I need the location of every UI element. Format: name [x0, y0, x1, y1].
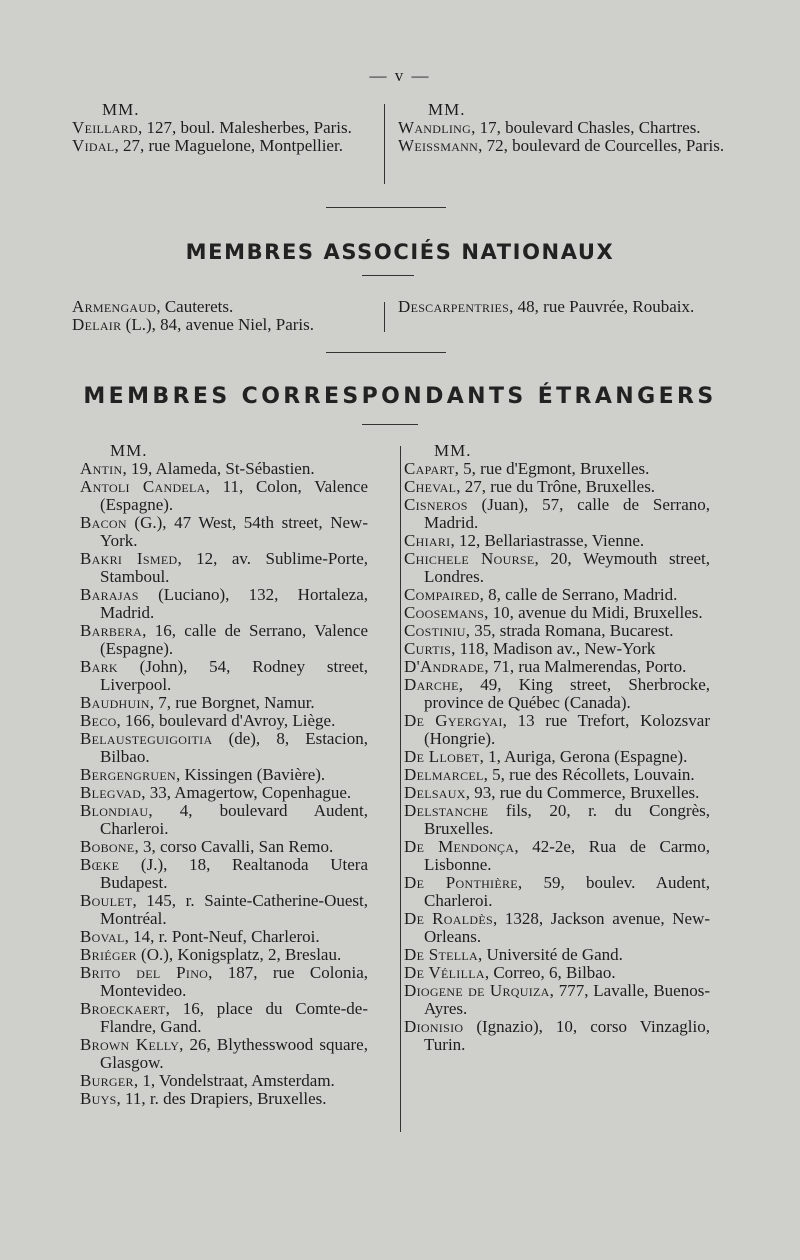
list-item	[80, 1072, 368, 1090]
list-item	[80, 586, 368, 622]
separator-rule	[326, 352, 446, 353]
list-item	[404, 460, 710, 478]
member-name: De Llobet	[404, 747, 480, 766]
member-name: Delair	[72, 315, 122, 334]
member-address: , 42-2e, Rua de Carmo, Lisbonne.	[424, 837, 711, 874]
member-address: , 4, boulevard Audent, Charleroi.	[100, 801, 368, 838]
list-item	[80, 928, 368, 946]
list-item	[404, 676, 710, 712]
list-item	[72, 119, 370, 137]
list-item	[80, 694, 368, 712]
member-address: , 1328, Jackson avenue, New-Orleans.	[424, 909, 711, 946]
member-address: (G.), 47 West, 54th street, New-York.	[100, 513, 368, 550]
member-address: , 7, rue Borgnet, Namur.	[149, 693, 315, 712]
member-address: , 777, Lavalle, Buenos-Ayres.	[424, 981, 710, 1018]
section-title-correspondants: MEMBRES CORRESPONDANTS ÉTRANGERS	[83, 384, 717, 409]
member-address: , 10, avenue du Midi, Bruxelles.	[484, 603, 703, 622]
list-item	[404, 874, 710, 910]
column-heading: MM.	[428, 100, 466, 119]
member-name: Coosemans	[404, 603, 485, 622]
list-item	[404, 946, 710, 964]
correspondants-left-column	[80, 441, 368, 1108]
member-name: Blondiau	[80, 801, 149, 820]
member-name: Antin	[80, 459, 123, 478]
list-item	[398, 137, 732, 155]
member-name: Curtis	[404, 639, 452, 658]
member-name: De Roaldès	[404, 909, 493, 928]
member-address: (Luciano), 132, Hortaleza, Madrid.	[100, 585, 368, 622]
member-name: Bacon	[80, 513, 127, 532]
member-address: , 8, calle de Serrano, Madrid.	[479, 585, 678, 604]
member-name: Cheval	[404, 477, 457, 496]
member-name: Buys	[80, 1089, 117, 1108]
list-item	[404, 496, 710, 532]
entry-list	[398, 298, 732, 316]
member-name: Wandling	[398, 118, 472, 137]
entry-list	[72, 119, 370, 155]
list-item	[80, 550, 368, 586]
member-name: Burger	[80, 1071, 134, 1090]
member-address: (O.), Konigsplatz, 2, Breslau.	[136, 945, 342, 964]
member-name: Brown Kelly	[80, 1035, 180, 1054]
member-name: Bobone	[80, 837, 135, 856]
list-item	[404, 748, 710, 766]
list-item	[404, 604, 710, 622]
page-number: — v —	[369, 66, 431, 85]
member-name: Bark	[80, 657, 118, 676]
associes-left-column	[72, 298, 370, 334]
list-item	[404, 838, 710, 874]
member-name: Delmarcel	[404, 765, 484, 784]
list-item	[404, 658, 710, 676]
member-address: , 27, rue Maguelone, Montpellier.	[114, 136, 343, 155]
list-item	[404, 964, 710, 982]
list-item	[80, 802, 368, 838]
top-right-column	[398, 100, 732, 155]
entry-list	[404, 460, 710, 1054]
member-address: , 26, Blythesswood square, Glasgow.	[100, 1035, 368, 1072]
list-item	[80, 478, 368, 514]
list-item	[80, 1036, 368, 1072]
member-name: Diogene de Urquiza	[404, 981, 550, 1000]
list-item	[404, 712, 710, 748]
member-address: , 5, rue des Récollets, Louvain.	[483, 765, 695, 784]
member-name: Barbera	[80, 621, 143, 640]
column-heading: MM.	[102, 100, 140, 119]
member-name: Delsaux	[404, 783, 466, 802]
list-item	[398, 298, 732, 316]
member-address: , 5, rue d'Egmont, Bruxelles.	[454, 459, 650, 478]
list-item	[80, 460, 368, 478]
member-address: , 1, Auriga, Gerona (Espagne).	[479, 747, 688, 766]
member-address: , 11, r. des Drapiers, Bruxelles.	[116, 1089, 327, 1108]
member-name: Delstanche	[404, 801, 489, 820]
member-address: , 35, strada Romana, Bucarest.	[465, 621, 674, 640]
title-underline	[362, 275, 414, 276]
list-item	[404, 550, 710, 586]
member-name: Darche	[404, 675, 459, 694]
member-address: , 14, r. Pont-Neuf, Charleroi.	[124, 927, 320, 946]
associes-columns	[72, 298, 732, 338]
list-item	[404, 766, 710, 784]
member-name: Baudhuin	[80, 693, 150, 712]
list-item	[398, 119, 732, 137]
member-name: Boulet	[80, 891, 133, 910]
member-name: Antoli Candela	[80, 477, 206, 496]
column-heading: MM.	[110, 441, 148, 460]
member-address: , 11, Colon, Valence (Espagne).	[100, 477, 368, 514]
list-item	[80, 622, 368, 658]
member-address: , 127, boul. Malesherbes, Paris.	[138, 118, 352, 137]
member-name: Compaired	[404, 585, 480, 604]
list-item	[80, 838, 368, 856]
member-name: De Gyergyai	[404, 711, 503, 730]
member-address: , 93, rue du Commerce, Bruxelles.	[465, 783, 700, 802]
list-item	[404, 1018, 710, 1054]
member-address: , 118, Madison av., New-York	[451, 639, 656, 658]
list-item	[80, 1090, 368, 1108]
list-item	[80, 712, 368, 730]
list-item	[404, 640, 710, 658]
list-item	[80, 730, 368, 766]
correspondants-columns	[80, 441, 710, 1141]
list-item	[80, 1000, 368, 1036]
member-address: , Université de Gand.	[478, 945, 623, 964]
list-item	[404, 622, 710, 640]
top-columns	[72, 100, 732, 200]
list-item	[80, 856, 368, 892]
list-item	[404, 982, 710, 1018]
member-name: De Stella	[404, 945, 478, 964]
member-name: Boval	[80, 927, 125, 946]
column-divider	[400, 446, 401, 1132]
member-address: , 166, boulevard d'Avroy, Liège.	[116, 711, 336, 730]
member-address: (Juan), 57, calle de Serrano, Madrid.	[424, 495, 710, 532]
member-address: , 12, Bellariastrasse, Vienne.	[450, 531, 645, 550]
member-address: fils, 20, r. du Congrès, Bruxelles.	[424, 801, 710, 838]
list-item	[80, 946, 368, 964]
column-heading: MM.	[434, 441, 472, 460]
member-address: (de), 8, Estacion, Bilbao.	[100, 729, 368, 766]
member-address: , 1, Vondelstraat, Amsterdam.	[133, 1071, 335, 1090]
member-address: , 71, rua Malmerendas, Porto.	[484, 657, 687, 676]
member-address: , 20, Weymouth street, Londres.	[424, 549, 711, 586]
member-address: , 72, boulevard de Courcelles, Paris.	[478, 136, 725, 155]
list-item	[80, 892, 368, 928]
member-name: De Ponthière	[404, 873, 518, 892]
section-title-associes: MEMBRES ASSOCIÉS NATIONAUX	[185, 240, 615, 264]
member-name: Bœke	[80, 855, 120, 874]
member-address: , 187, rue Colonia, Montevideo.	[100, 963, 368, 1000]
top-left-column	[72, 100, 370, 155]
member-name: Descarpentries	[398, 297, 510, 316]
list-item	[404, 478, 710, 496]
member-address: , 12, av. Sublime-Porte, Stamboul.	[100, 549, 368, 586]
separator-rule	[326, 207, 446, 208]
member-name: Armengaud	[72, 297, 157, 316]
list-item	[80, 658, 368, 694]
member-address: , 3, corso Cavalli, San Remo.	[134, 837, 334, 856]
member-address: , 145, r. Sainte-Catherine-Ouest, Montréal.	[100, 891, 368, 928]
member-address: , 13 rue Trefort, Kolozsvar (Hongrie).	[424, 711, 710, 748]
member-name: Chiari	[404, 531, 451, 550]
list-item	[80, 964, 368, 1000]
entry-list	[398, 119, 732, 155]
member-address: (Ignazio), 10, corso Vinzaglio, Turin.	[424, 1017, 710, 1054]
member-address: , Correo, 6, Bilbao.	[484, 963, 616, 982]
member-name: Bakri Ismed	[80, 549, 178, 568]
member-name: Cisneros	[404, 495, 468, 514]
member-address: , 19, Alameda, St-Sébastien.	[122, 459, 315, 478]
list-item	[72, 298, 370, 316]
list-item	[404, 910, 710, 946]
member-name: Brito del Pino	[80, 963, 209, 982]
member-address: , 59, boulev. Audent, Charleroi.	[424, 873, 710, 910]
list-item	[404, 802, 710, 838]
entry-list	[80, 460, 368, 1108]
column-divider	[384, 302, 385, 332]
member-name: De Mendonça	[404, 837, 515, 856]
member-address: , 17, boulevard Chasles, Chartres.	[471, 118, 701, 137]
list-item	[80, 514, 368, 550]
member-name: Weissmann	[398, 136, 479, 155]
list-item	[72, 137, 370, 155]
list-item	[404, 784, 710, 802]
member-address: , 48, rue Pauvrée, Roubaix.	[509, 297, 695, 316]
column-divider	[384, 104, 385, 184]
member-name: D'Andrade	[404, 657, 485, 676]
member-name: Broeckaert	[80, 999, 166, 1018]
member-name: Dionisio	[404, 1017, 464, 1036]
member-address: , 16, place du Comte-de-Flandre, Gand.	[100, 999, 368, 1036]
member-address: , 49, King street, Sherbrocke, province de Québec (Canada).	[424, 675, 710, 712]
member-address: , Kissingen (Bavière).	[175, 765, 326, 784]
entry-list	[72, 298, 370, 334]
member-name: Briéger	[80, 945, 137, 964]
member-address: (J.), 18, Realtanoda Utera Budapest.	[100, 855, 368, 892]
member-address: , 16, calle de Serrano, Valence (Espagne).	[100, 621, 368, 658]
member-name: Bergengruen	[80, 765, 176, 784]
member-name: Chichele Nourse	[404, 549, 535, 568]
member-name: De Vélilla	[404, 963, 485, 982]
member-address: , 33, Amagertow, Copenhague.	[141, 783, 352, 802]
member-name: Costiniu	[404, 621, 466, 640]
list-item	[72, 316, 370, 334]
member-name: Capart	[404, 459, 455, 478]
member-name: Veillard	[72, 118, 138, 137]
list-item	[80, 766, 368, 784]
member-address: , 27, rue du Trône, Bruxelles.	[456, 477, 656, 496]
member-address: (L.), 84, avenue Niel, Paris.	[121, 315, 315, 334]
list-item	[404, 586, 710, 604]
member-name: Beco	[80, 711, 117, 730]
correspondants-right-column	[404, 441, 710, 1054]
list-item	[404, 532, 710, 550]
member-name: Barajas	[80, 585, 139, 604]
member-address: , Cauterets.	[156, 297, 234, 316]
member-name: Vidal	[72, 136, 115, 155]
member-address: (John), 54, Rodney street, Liverpool.	[100, 657, 368, 694]
member-name: Blegvad	[80, 783, 142, 802]
title-underline	[362, 424, 418, 425]
member-name: Belausteguigoitia	[80, 729, 213, 748]
list-item	[80, 784, 368, 802]
associes-right-column	[398, 298, 732, 316]
